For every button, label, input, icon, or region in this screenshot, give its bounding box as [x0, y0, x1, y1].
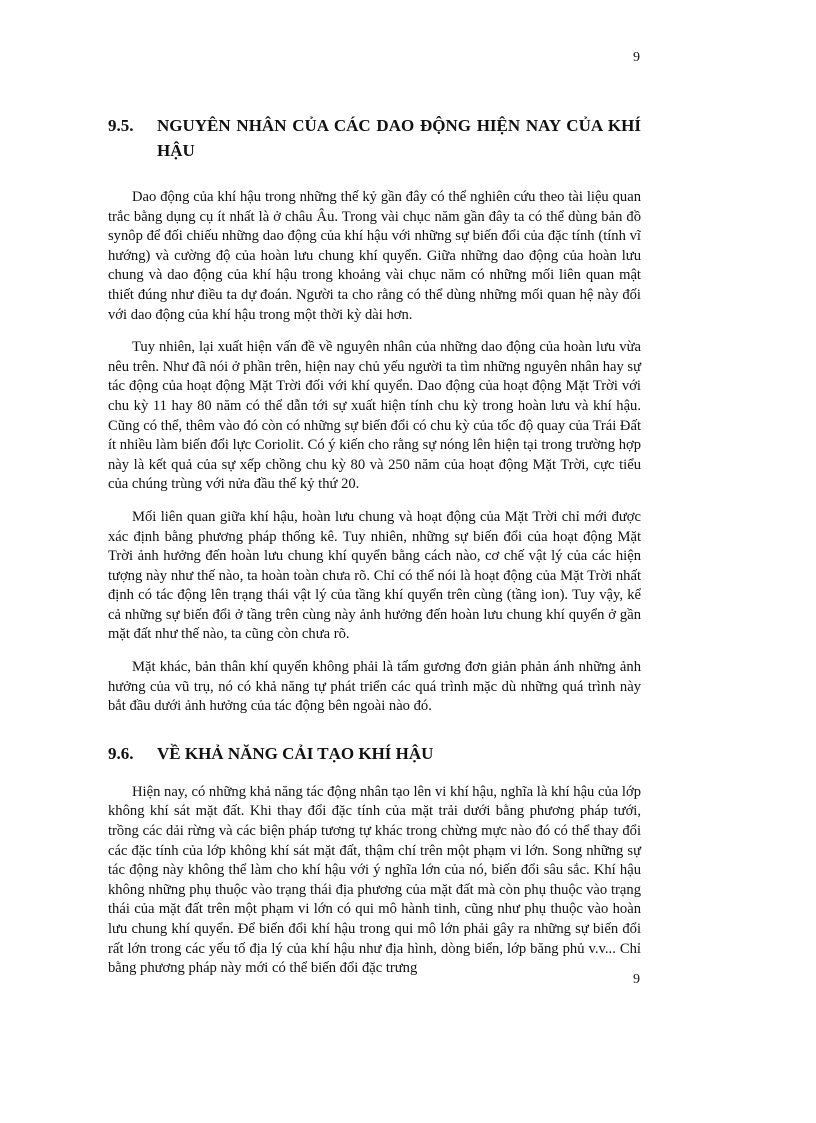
paragraph: Dao động của khí hậu trong những thế kỷ gần đây có thể nghiên cứu theo tài liệu quan trắc bằng dụng cụ ít nhất là ở châu Âu. Trong vài chục năm gần đây ta có thể dùng bản đồ synôp để đối chiếu những dao động của khí hậu với những sự biến đổi của đặc tính (tính vĩ hướng) và cường độ của hoàn lưu chung khí quyển. Giữa những dao động của hoàn lưu chung và dao động của khí hậu trong khoảng vài chục năm có những mối liên quan mật thiết đúng như điều ta dự đoán. Người ta cho rằng có thể dùng những mối quan hệ này đối với dao động của khí hậu trong một thời kỳ dài hơn.	[108, 189, 641, 323]
paragraph: Hiện nay, có những khả năng tác động nhân tạo lên vi khí hậu, nghĩa là khí hậu của lớp không khí sát mặt đất. Khi thay đổi đặc tính của mặt trải dưới bằng phương pháp tưới, trồng các dải rừng và các biện pháp tương tự khác trong chừng mực nào đó có thể thay đổi các đặc tính của lớp không khí sát mặt đất, thậm chí trên một phạm vi lớn. Song những sự tác động này không thể làm cho khí hậu với ý nghĩa lớn của nó, biến đổi sâu sắc. Khí hậu không những phụ thuộc vào trạng thái địa phương của mặt đất mà còn phụ thuộc vào trạng thái của mặt đất trên một phạm vi lớn có qui mô hành tinh, cũng như phụ thuộc vào hoàn lưu chung khí quyển. Để biến đổi khí hậu trong qui mô lớn phải gây ra những sự biến đổi rất lớn trong các yếu tố địa lý của khí hậu như địa hình, dòng biển, lớp băng phủ v.v... Chỉ bằng phương pháp này mới có thể biến đổi đặc trưng	[108, 783, 641, 977]
section-heading-9-6	[108, 741, 641, 766]
paragraph: Mối liên quan giữa khí hậu, hoàn lưu chung và hoạt động của Mặt Trời chỉ mới được xác định bằng phương pháp thống kê. Tuy nhiên, những sự biến đổi của hoạt động Mặt Trời ảnh hưởng đến hoàn lưu chung khí quyển bằng cách nào, cơ chế vật lý của các hiện tượng này như thế nào, ta hoàn toàn chưa rõ. Chỉ có thể nói là hoạt động của Mặt Trời nhất định có tác động lên trạng thái vật lý của tầng khí quyển trên cùng (tầng ion). Tuy vậy, kể cả những sự biến đổi ở tầng trên cùng này ảnh hưởng đến hoàn lưu chung khí quyển ở gần mặt đất như thế nào, ta cũng còn chưa rõ.	[108, 508, 641, 643]
page-number-bottom: 9	[633, 972, 640, 987]
page-number-top: 9	[633, 50, 640, 65]
section-title: VỀ KHẢ NĂNG CẢI TẠO KHÍ HẬU	[157, 743, 434, 763]
section-number: 9.5.	[108, 116, 134, 135]
document-body	[108, 113, 641, 992]
section-heading-9-5	[108, 113, 641, 163]
section-number: 9.6.	[108, 743, 134, 763]
section-title: NGUYÊN NHÂN CỦA CÁC DAO ĐỘNG HIỆN NAY CỦA KHÍ HẬU	[157, 116, 641, 160]
paragraph: Tuy nhiên, lại xuất hiện vấn đề về nguyên nhân của những dao động của hoàn lưu vừa nêu trên. Như đã nói ở phần trên, hiện nay chủ yếu người ta tìm những nguyên nhân hay sự tác động của hoạt động Mặt Trời đối với khí quyển. Dao động của hoạt động Mặt Trời với chu kỳ 11 hay 80 năm có thể dẫn tới sự xuất hiện tính chu kỳ trong hoàn lưu và khí hậu. Cũng có thể, thêm vào đó còn có những sự biến đổi có chu kỳ của tốc độ quay của Trái Đất ít nhiều làm biến đổi lực Coriolit. Có ý kiến cho rằng sự nóng lên hiện tại trong trường hợp này là kết quả của sự xếp chồng chu kỳ 80 và 250 năm của hoạt động Mặt Trời, cực tiểu của chúng trùng với nửa đầu thế kỷ thứ 20.	[108, 339, 642, 493]
paragraph: Mặt khác, bản thân khí quyển không phải là tấm gương đơn giản phản ánh những ảnh hưởng của vũ trụ, nó có khả năng tự phát triển các quá trình mặc dù những quá trình này bắt đầu dưới ảnh hưởng của tác động bên ngoài nào đó.	[108, 659, 641, 715]
